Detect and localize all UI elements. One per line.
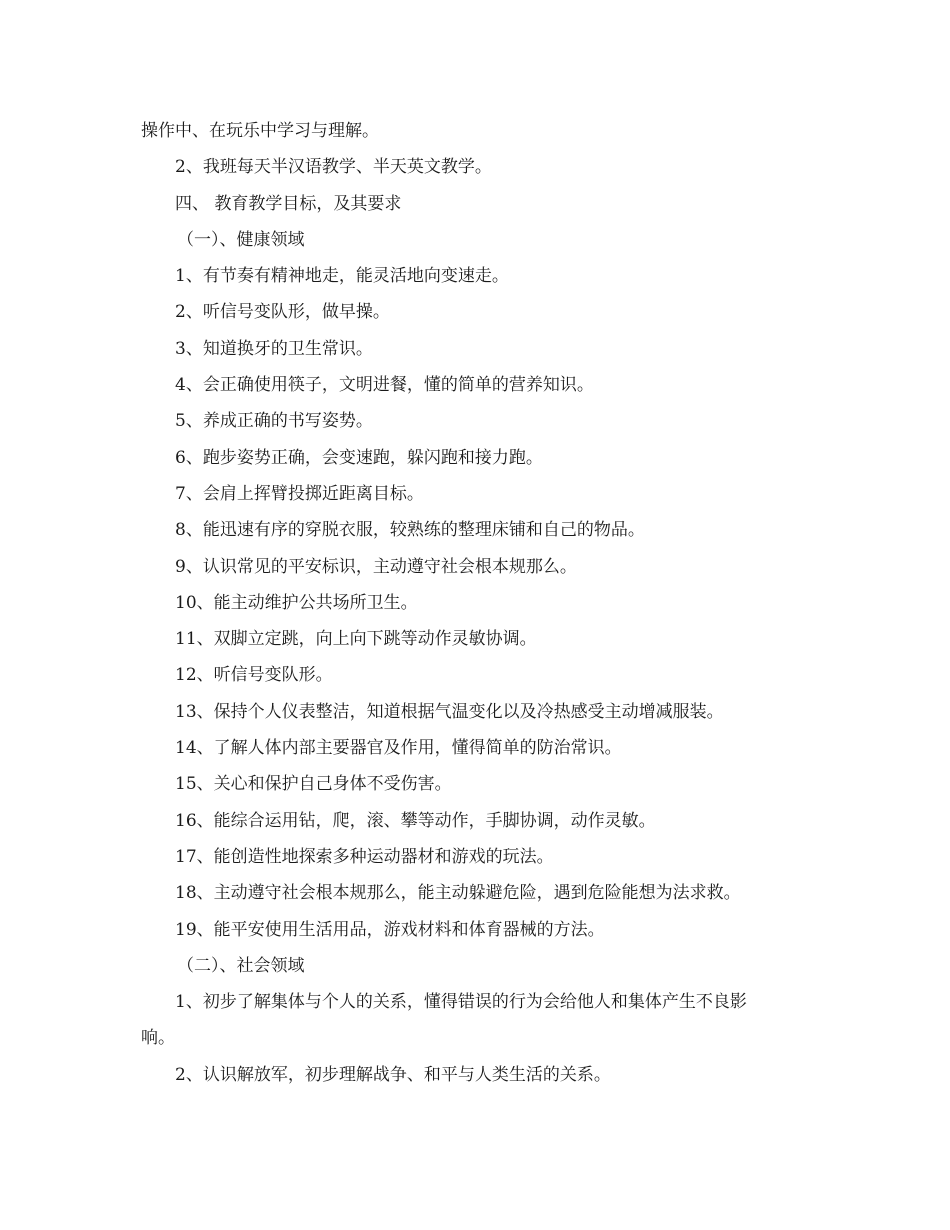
list-item: 14、了解人体内部主要器官及作用，懂得简单的防治常识。	[175, 738, 622, 759]
heading-social-domain: （二）、社会领域	[177, 955, 305, 976]
list-item: 6、跑步姿势正确，会变速跑，躲闪跑和接力跑。	[175, 447, 543, 468]
list-item: 1、有节奏有精神地走，能灵活地向变速走。	[175, 266, 509, 287]
list-item: 3、知道换牙的卫生常识。	[175, 338, 373, 359]
list-item: 13、保持个人仪表整洁，知道根据气温变化以及冷热感受主动增减服装。	[175, 701, 724, 722]
list-item: 4、会正确使用筷子，文明进餐，懂的简单的营养知识。	[175, 375, 594, 396]
document-body	[141, 113, 821, 1093]
list-item: 15、关心和保护自己身体不受伤害。	[175, 774, 452, 795]
heading-goals: 四、 教育教学目标，及其要求	[175, 193, 402, 214]
list-item: 16、能综合运用钻，爬，滚、攀等动作，手脚协调，动作灵敏。	[175, 810, 656, 831]
list-item: 5、养成正确的书写姿势。	[175, 411, 373, 432]
list-item: 12、听信号变队形。	[175, 665, 333, 686]
paragraph-continuation: 操作中、在玩乐中学习与理解。	[141, 121, 379, 141]
list-item: 11、双脚立定跳，向上向下跳等动作灵敏协调。	[175, 629, 537, 650]
list-item: 2、认识解放军，初步理解战争、和平与人类生活的关系。	[175, 1064, 611, 1085]
list-item: 1、初步了解集体与个人的关系，懂得错误的行为会给他人和集体产生不良影	[175, 992, 747, 1013]
list-item: 19、能平安使用生活用品，游戏材料和体育器械的方法。	[175, 919, 605, 940]
list-item: 18、主动遵守社会根本规那么，能主动躲避危险，遇到危险能想为法求救。	[175, 883, 741, 904]
list-item-continuation: 响。	[141, 1028, 175, 1049]
list-item: 17、能创造性地探索多种运动器材和游戏的玩法。	[175, 846, 554, 867]
list-item: 8、能迅速有序的穿脱衣服，较熟练的整理床铺和自己的物品。	[175, 520, 645, 541]
list-item: 2、听信号变队形，做早操。	[175, 302, 390, 323]
list-item: 10、能主动维护公共场所卫生。	[175, 592, 418, 613]
list-item: 7、会肩上挥臂投掷近距离目标。	[175, 483, 424, 504]
paragraph-teaching-language: 2、我班每天半汉语教学、半天英文教学。	[175, 157, 492, 178]
heading-health-domain: （一）、健康领域	[177, 229, 305, 250]
list-item: 9、认识常见的平安标识，主动遵守社会根本规那么。	[175, 556, 577, 577]
